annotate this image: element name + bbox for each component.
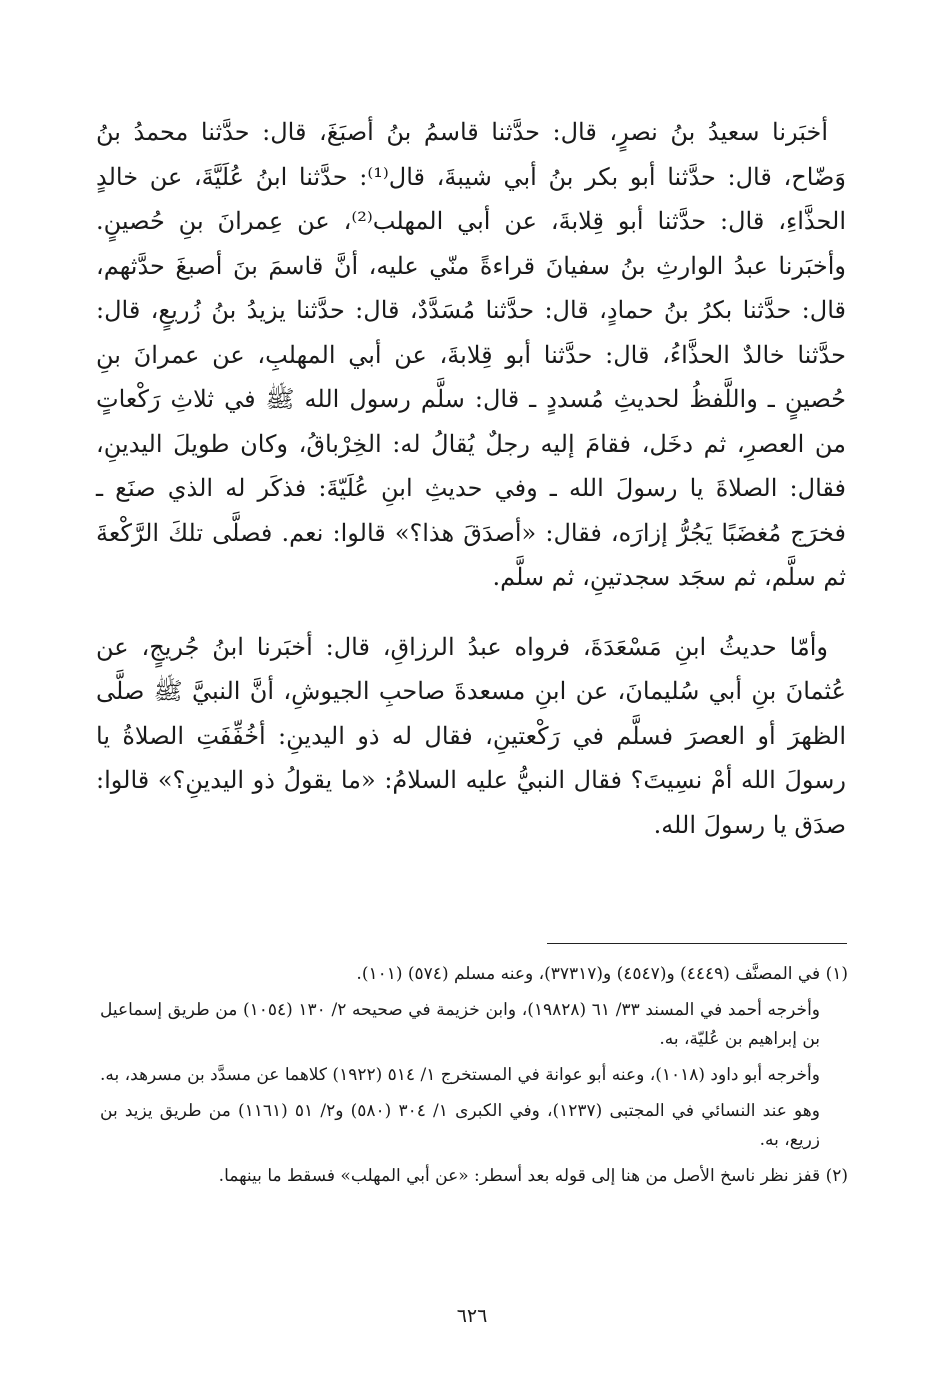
footnote-1-sub-ahmad: وأخرجه أحمد في المسند ٣٣/ ٦١ (١٩٨٢٨)، وابن خزيمة في صحيحه ٢/ ١٣٠ (١٠٥٤) من طريق إسماعيل بن إبراهيم بن عُليّة، به. (100, 1000, 821, 1049)
paragraph-hadith-imran: أخبَرنا سعيدُ بنُ نصرٍ، قال: حدَّثنا قاسمُ بنُ أصبَغَ، قال: حدَّثنا محمدُ بنُ وَضّاح، قال: حدَّثنا أبو بكر بنُ أبي شيبةَ، قال⁽¹⁾: حدَّثنا ابنُ عُلَيَّةَ، عن خالدٍ الحذَّاءِ، قال: حدَّثنا أبو قِلابةَ، عن أبي المهلب⁽²⁾، عن عِمرانَ بنِ حُصينٍ. وأخبَرنا عبدُ الوارثِ بنُ سفيانَ قراءةً منّي عليه، أنَّ قاسمَ بنَ أصبغَ حدَّثهم، قال: حدَّثنا بكرُ بنُ حمادٍ، قال: حدَّثنا مُسَدَّدٌ، قال: حدَّثنا يزيدُ بنُ زُريعٍ، قال: حدَّثنا خالدٌ الحذَّاءُ، قال: حدَّثنا أبو قِلابةَ، عن أبي المهلبِ، عن عمرانَ بنِ حُصينٍ ـ واللَّفظُ لحديثِ مُسددٍ ـ قال: سلَّم رسول الله ﷺ في ثلاثِ رَكْعاتٍ من العصرِ، ثم دخَل، فقامَ إليه رجلٌ يُقالُ له: الخِرْباقُ، وكان طويلَ اليدينِ، فقال: الصلاةَ يا رسولَ الله ـ وفي حديثِ ابنِ عُلَيّةَ: فذكَر له الذي صنَع ـ فخرَج مُغضَبًا يَجُرُّ إزارَه، فقال: «أصدَقَ هذا؟» قالوا: نعم. فصلَّى تلكَ الرَّكْعةَ ثم سلَّم، ثم سجَد سجدتينِ، ثم سلَّم. (96, 118, 847, 591)
page-number: ٦٢٦ (456, 1305, 488, 1327)
footnote-1-sub-nasai: وهو عند النسائي في المجتبى (١٢٣٧)، وفي الكبرى ١/ ٣٠٤ (٥٨٠) و٢/ ٥١ (١١٦١) من طريق يزيد بن زريع، به. (100, 1101, 820, 1150)
footnote-2: (٢) قفز نظر ناسخ الأصل من هنا إلى قوله بعد أسطر: «عن أبي المهلب» فسقط ما بينهما. (218, 1166, 848, 1186)
paragraph-hadith-ibn-masada: وأمّا حديثُ ابنِ مَسْعَدَةَ، فرواه عبدُ الرزاقِ، قال: أخبَرنا ابنُ جُريجٍ، عن عُثمانَ بنِ أبي سُليمانَ، عن ابنِ مسعدةَ صاحبِ الجيوشِ، أنَّ النبيَّ ﷺ صلَّى الظهرَ أو العصرَ فسلَّم في رَكْعتينِ، فقال له ذو اليدينِ: أخُفِّفَتِ الصلاةُ يا رسولَ الله أمْ نسِيتَ؟ فقال النبيُّ عليه السلامُ: «ما يقولُ ذو اليدينِ؟» قالوا: صدَق يا رسولَ الله. (96, 632, 846, 839)
footnotes-section (100, 960, 848, 1198)
footnote-divider (547, 943, 847, 944)
footnote-1: (١) في المصنَّف (٤٤٤٩) و(٤٥٤٧) و(٣٧٣١٧)، وعنه مسلم (٥٧٤) (١٠١). (356, 964, 848, 984)
footnote-1-sub-abu-dawud: وأخرجه أبو داود (١٠١٨)، وعنه أبو عوانة في المستخرج ١/ ٥١٤ (١٩٢٢) كلاهما عن مسدَّد بن مسرهد، به. (100, 1065, 820, 1085)
main-text-body (96, 110, 846, 847)
